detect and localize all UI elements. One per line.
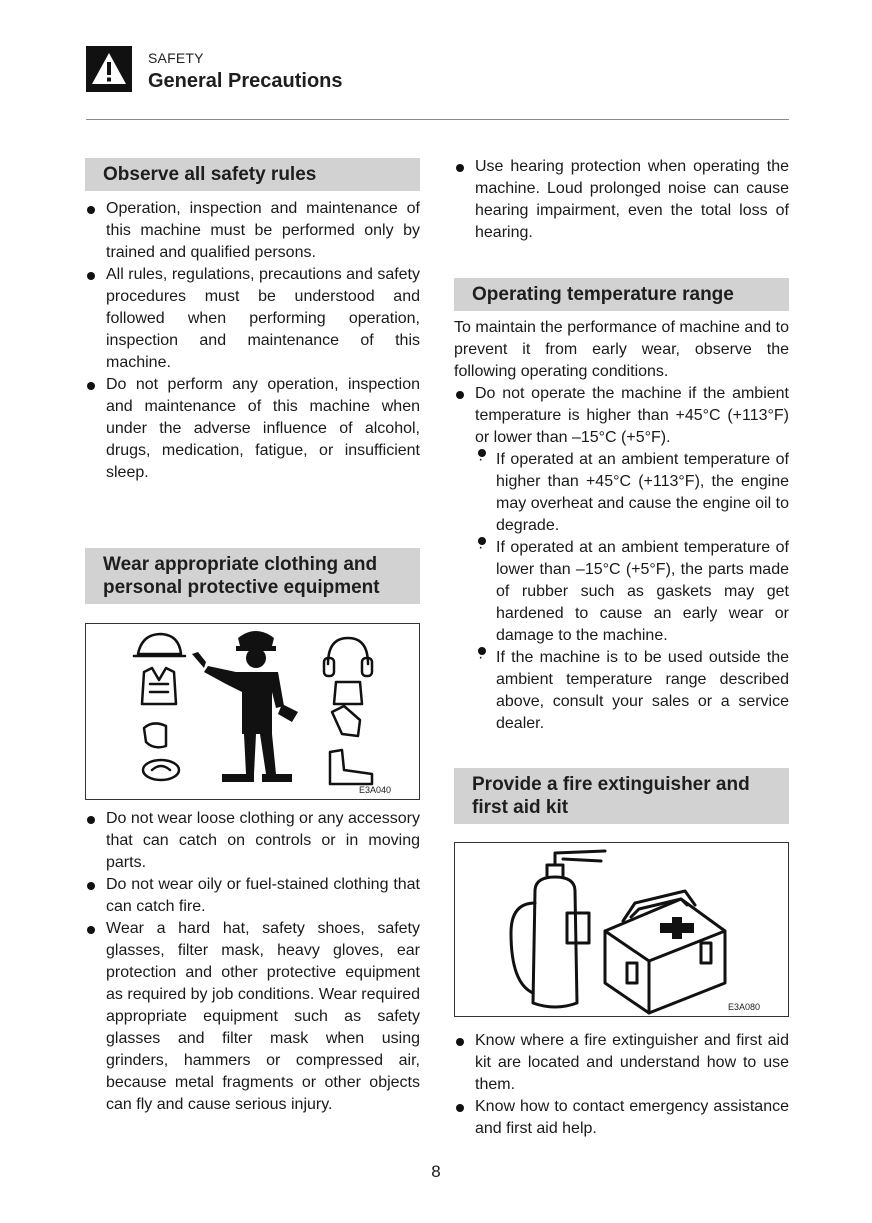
bullet-list — [454, 1030, 789, 1140]
section-fire-extinguisher — [454, 768, 789, 824]
fire-extinguisher-bullets — [454, 1030, 789, 1140]
first-aid-kit-icon — [605, 891, 725, 1013]
fire-extinguisher-figure — [454, 842, 789, 1017]
list-item: Operation, inspection and maintenance of this machine must be performed only by trained and qualified persons. — [85, 198, 420, 264]
section-title — [454, 768, 789, 824]
section-title-line: Provide a fire extinguisher and — [472, 774, 750, 795]
warning-icon — [86, 46, 132, 92]
bullet-list — [85, 198, 420, 484]
figure-code: E3A040 — [358, 785, 391, 795]
sub-list-item: · If the machine is to be used outside the ambient temperature range described above, consult your sales or a service dealer. — [475, 647, 789, 735]
section-operating-temperature — [454, 278, 789, 735]
section-intro: To maintain the performance of machine and to prevent it from early wear, observe the following operating conditions. — [454, 319, 789, 380]
extinguisher-firstaid-illustration — [455, 843, 788, 1016]
protective-equipment-bullets — [85, 808, 420, 1116]
safety-vest-icon — [142, 668, 176, 704]
list-item: Wear a hard hat, safety shoes, safety glasses, filter mask, heavy gloves, ear protection and other protective equipment as required by job conditions. Wear required appropriate equipment such as safety glasses and filter mask when using grinders, hammers or compressed air, because metal fragments or other objects can fly and cause serious injury. — [85, 918, 420, 1116]
bullet-list — [454, 383, 789, 735]
respirator-icon — [334, 682, 362, 704]
sub-list-item: · If operated at an ambient temperature of lower than –15°C (+5°F), the parts made of rubber such as gaskets may get hardened to cause an early wear or damage to the machine. — [475, 537, 789, 647]
list-item: Know where a fire extinguisher and first aid kit are located and understand how to use them. — [454, 1030, 789, 1096]
page-title: General Precautions — [148, 70, 343, 92]
list-item: Do not wear oily or fuel-stained clothing that can catch fire. — [85, 874, 420, 918]
hearing-protection-bullet — [454, 156, 789, 244]
safety-boots-icon — [330, 750, 372, 784]
protective-equipment-figure — [85, 623, 420, 800]
safety-goggles-icon — [143, 760, 179, 780]
hard-hat-icon — [138, 634, 181, 654]
gloves-icon — [332, 706, 360, 736]
section-title-line: first aid kit — [472, 797, 569, 818]
filter-mask-icon — [144, 723, 166, 747]
page-header — [86, 46, 786, 100]
bullet-list — [85, 808, 420, 1116]
section-label: SAFETY — [148, 50, 204, 66]
ppe-illustration — [86, 624, 419, 799]
section-title-line: Wear appropriate clothing and — [103, 554, 378, 575]
list-item-text: Do not operate the machine if the ambient temperature is higher than +45°C (+113°F) or lower than –15°C (+5°F). — [475, 385, 789, 446]
section-protective-equipment — [85, 548, 420, 604]
list-item — [454, 383, 789, 735]
figure-code: E3A080 — [727, 1002, 760, 1012]
section-title: Operating temperature range — [454, 278, 789, 311]
list-item: Know how to contact emergency assistance and first aid help. — [454, 1096, 789, 1140]
worker-figure-icon — [192, 631, 298, 782]
bullet-list — [454, 156, 789, 244]
medical-cross-icon — [660, 917, 694, 939]
list-item: Do not perform any operation, inspection and maintenance of this machine when under the adverse influence of alcohol, drugs, medication, fatigue, or insufficient sleep. — [85, 374, 420, 484]
section-title-line: personal protective equipment — [103, 577, 380, 598]
section-observe-rules — [85, 158, 420, 484]
section-title — [85, 548, 420, 604]
page-number: 8 — [431, 1162, 441, 1181]
sub-list — [475, 449, 789, 735]
fire-extinguisher-icon — [511, 851, 605, 1007]
sub-list-item: · If operated at an ambient temperature of higher than +45°C (+113°F), the engine may overheat and cause the engine oil to degrade. — [475, 449, 789, 537]
section-title: Observe all safety rules — [85, 158, 420, 191]
list-item: Use hearing protection when operating the machine. Loud prolonged noise can cause hearing impairment, even the total loss of hearing. — [454, 156, 789, 244]
list-item: Do not wear loose clothing or any accessory that can catch on controls or in moving parts. — [85, 808, 420, 874]
list-item: All rules, regulations, precautions and safety procedures must be understood and followed when performing operation, inspection and maintenance of this machine. — [85, 264, 420, 374]
header-divider — [86, 119, 789, 120]
